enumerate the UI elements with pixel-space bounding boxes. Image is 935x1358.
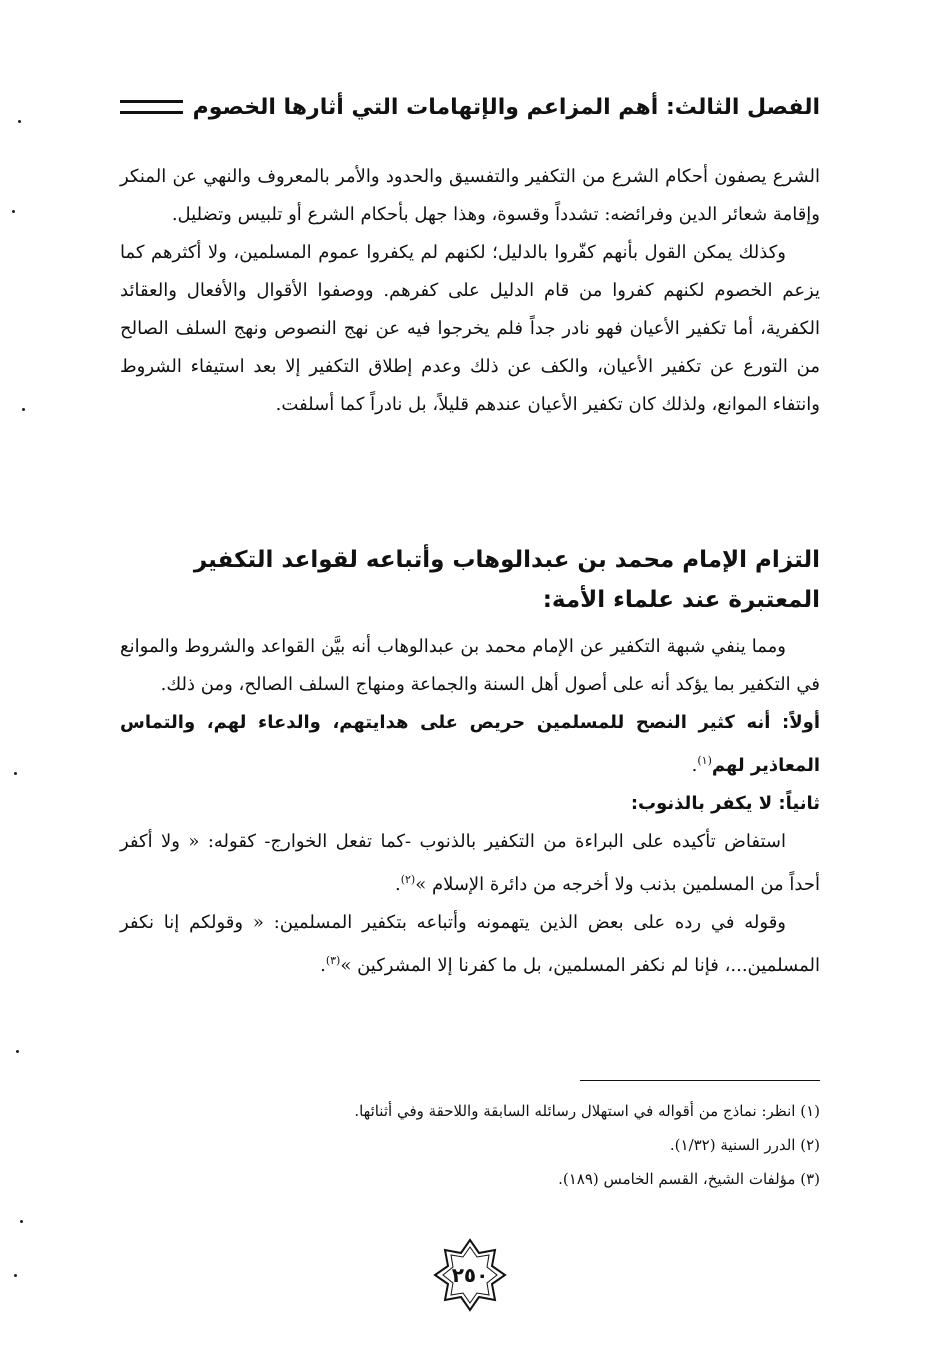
margin-mark [12,210,15,213]
margin-mark [16,1050,19,1053]
margin-mark [14,1274,17,1277]
section-heading: التزام الإمام محمد بن عبدالوهاب وأتباعه لقواعد التكفير المعتبرة عند علماء الأمة: [193,547,820,613]
point-two-para-1: استفاض تأكيده على البراءة من التكفير بالذنوب -كما تفعل الخوارج- كقوله: « ولا أكفر أحداً من المسلمين بذنب ولا أخرجه من دائرة الإسلام »$^{(٢)}$. [120,831,820,895]
paragraph-1: الشرع يصفون أحكام الشرع من التكفير والتفسيق والحدود والأمر بالمعروف والنهي عن المنكر وإقامة شعائر الدين وفرائضه: تشدداً وقسوة، وهذا جهل بأحكام الشرع أو تلبيس وتضليل. [120,166,820,225]
header-rule [120,100,183,114]
footnote-2: (٢) الدرر السنية (١/٣٢). [669,1136,820,1154]
point-two-para-2: وقوله في رده على بعض الذين يتهمونه وأتباعه بتكفير المسلمين: « وقولكم إنا نكفر المسلمين...، فإنا لم نكفر المسلمين، بل ما كفرنا إلا المشركين »$^{(٣)}$. [120,912,820,976]
section-intro: ومما ينفي شبهة التكفير عن الإمام محمد بن عبدالوهاب أنه بيَّن القواعد والشروط والموانع في التكفير بما يؤكد أنه على أصول أهل السنة والجماعة ومنهاج السلف الصالح، ومن ذلك. [120,636,820,695]
page-number: ٢٥٠ [451,1263,489,1287]
chapter-title: الفصل الثالث: أهم المزاعم والإتهامات التي أثارها الخصوم [192,94,820,120]
paragraph-2: وكذلك يمكن القول بأنهم كفّروا بالدليل؛ لكنهم لم يكفروا عموم المسلمين، ولا أكثرهم كما يزعم الخصوم لكنهم كفروا من قام الدليل على كفرهم. ووصفوا الأقوال والأفعال والعقائد الكفرية، أما تكفير الأعيان فهو نادر جداً فلم يخرجوا فيه عن نهج النصوص ونهج السلف الصالح من التورع عن تكفير الأعيان، والكف عن ذلك وعدم إطلاق التكفير إلا بعد استيفاء الشروط وانتفاء الموانع، ولذلك كان تكفير الأعيان عندهم قليلاً، بل نادراً كما أسلفت. [120,242,820,415]
main-text-section [120,628,820,985]
point-one: أولاً: أنه كثير النصح للمسلمين حريص على هدايتهم، والدعاء لهم، والتماس المعاذير لهم$^{(١)}$. [120,712,820,776]
page-number-badge [433,1238,507,1312]
margin-mark [18,120,21,123]
point-two-para-2-text: وقوله في رده على بعض الذين يتهمونه وأتباعه بتكفير المسلمين: « وقولكم إنا نكفر المسلمين...، فإنا لم نكفر المسلمين، بل ما كفرنا إلا المشركين » [120,912,820,976]
footnote-ref-2: (٢) [400,873,416,886]
main-text-top [120,158,820,424]
margin-mark [22,408,25,411]
footnotes [120,1094,820,1196]
margin-mark [20,1220,23,1223]
margin-mark [14,772,17,775]
footnote-separator [580,1080,820,1081]
point-one-text: أولاً: أنه كثير النصح للمسلمين حريص على هدايتهم، والدعاء لهم، والتماس المعاذير لهم [120,712,820,776]
footnote-ref-1: (١) [697,754,712,767]
footnote-1: (١) انظر: نماذج من أقواله في استهلال رسائله السابقة واللاحقة وفي أثنائها. [354,1102,820,1120]
footnote-3: (٣) مؤلفات الشيخ، القسم الخامس (١٨٩). [558,1170,820,1188]
point-two-heading: ثانياً: لا يكفر بالذنوب: [630,793,820,814]
footnote-ref-3: (٣) [325,954,341,967]
point-two-para-1-text: استفاض تأكيده على البراءة من التكفير بالذنوب -كما تفعل الخوارج- كقوله: « ولا أكفر أحداً من المسلمين بذنب ولا أخرجه من دائرة الإسلام » [120,831,820,895]
running-header [120,86,820,128]
